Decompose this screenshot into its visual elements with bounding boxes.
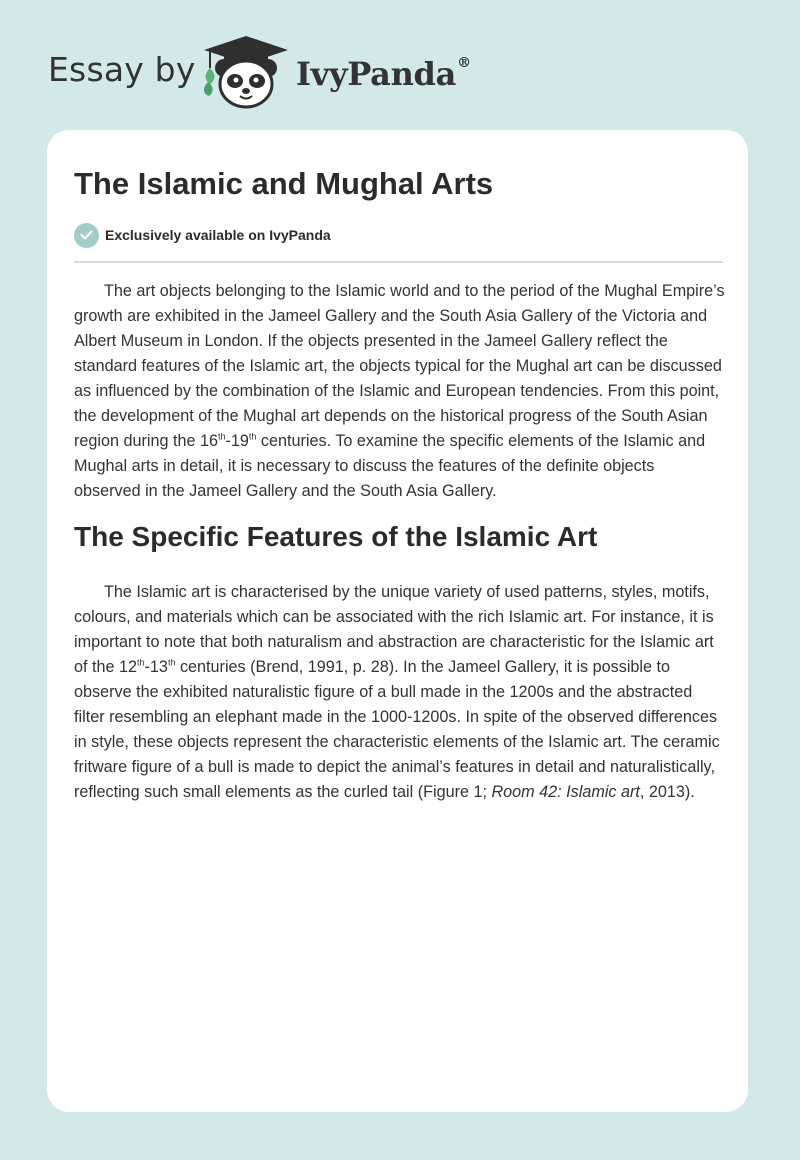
section-sup-1: th: [137, 657, 145, 668]
page-title: The Islamic and Mughal Arts: [74, 166, 494, 201]
check-icon: [74, 223, 99, 248]
essay-card: [47, 130, 748, 1112]
essay-by-label: Essay by: [48, 50, 196, 89]
brand-name[interactable]: [296, 55, 471, 93]
site-header: [0, 0, 800, 130]
exclusive-badge-text: Exclusively available on IvyPanda: [105, 227, 331, 243]
section-text-c: centuries (Brend, 1991, p. 28). In the Jameel Gallery, it is possible to observe the exhibited naturalistic figure of a bull made in the 1200s and the abstracted filter resembling an elephant made in the 1000-1200s. In spite of the observed differences in style, these objects represent the characteristic elements of the Islamic art. The ceramic fritware figure of a bull is made to depict the animal’s features in detail and naturalistically, reflecting such small elements as the curled tail (Figure 1;: [74, 658, 720, 801]
section-text-b: -13: [144, 658, 168, 676]
brand-text: IvyPanda: [296, 55, 457, 93]
intro-text-c: centuries. To examine the specific elements of the Islamic and Mughal arts in detail, it is necessary to discuss the features of the definite objects observed in the Jameel Gallery and the South Asia Gallery.: [74, 432, 706, 500]
intro-text-b: -19: [225, 432, 249, 450]
citation-title: Room 42: Islamic art: [491, 783, 640, 801]
panda-logo-icon[interactable]: [200, 34, 292, 110]
divider: [74, 261, 723, 263]
section-text-d: , 2013).: [639, 783, 695, 801]
intro-paragraph: [74, 279, 725, 504]
section-sup-2: th: [167, 657, 176, 668]
intro-text-a: The art objects belonging to the Islamic world and to the period of the Mughal Empire’s growth are exhibited in the Jameel Gallery and the South Asia Gallery of the Victoria and Albert Museum in London. If the objects presented in the Jameel Gallery reflect the standard features of the Islamic art, the objects typical for the Mughal art can be discussed as influenced by the combination of the Islamic and European tendencies. From this point, the development of the Mughal art depends on the historical progress of the South Asian region during the 16: [74, 282, 725, 450]
exclusive-badge: [74, 222, 331, 248]
registered-mark: ®: [457, 55, 471, 72]
section-heading: The Specific Features of the Islamic Art: [74, 521, 598, 552]
section-text-a: The Islamic art is characterised by the unique variety of used patterns, styles, motifs, colours, and materials which can be associated with the rich Islamic art. For instance, it is important to note that both naturalism and abstraction are characteristic for the Islamic art of the 12: [74, 583, 714, 676]
section-paragraph: [74, 580, 725, 805]
intro-sup-2: th: [248, 431, 257, 442]
intro-sup-1: th: [218, 431, 226, 442]
